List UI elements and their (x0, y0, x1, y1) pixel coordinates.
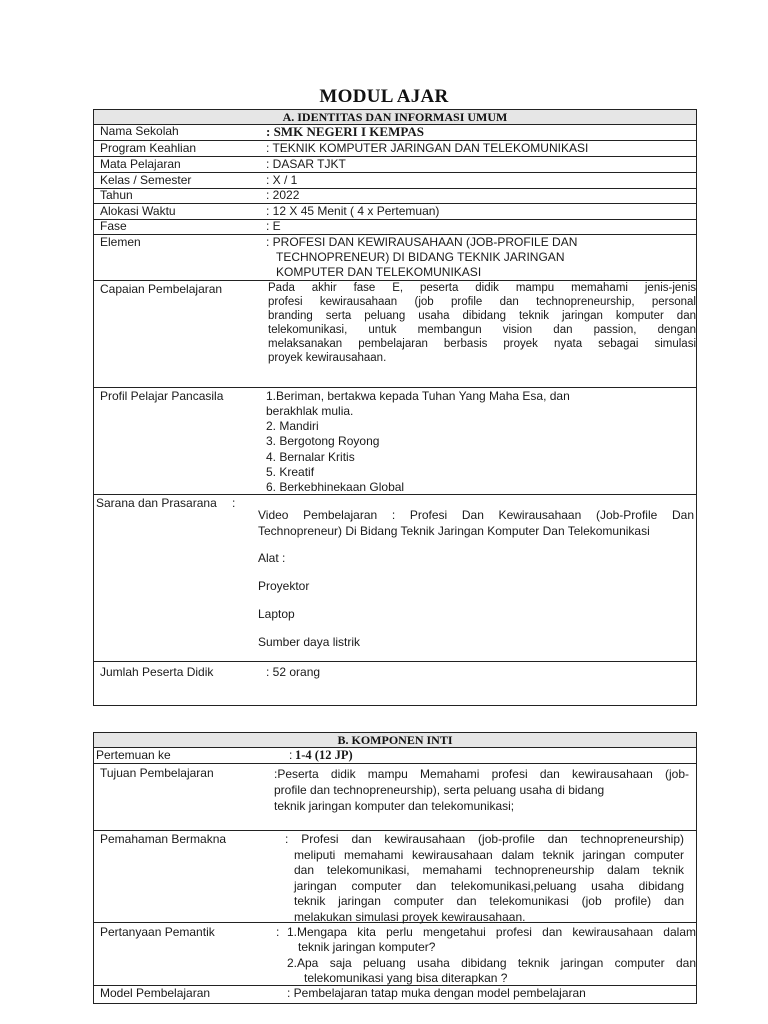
sarana-video-line-1: Video Pembelajaran : Profesi Dan Kewirausahaan (Job-Profile Dan (258, 508, 694, 522)
label-pertemuan: Pertemuan ke (96, 748, 171, 762)
pemahaman-line-4: jaringan computer dan telekomunikasi,peluang usaha dibidang (294, 879, 684, 893)
label-alokasi-waktu: Alokasi Waktu (100, 204, 176, 218)
tujuan-line-3: teknik jaringan komputer dan telekomunikasi; (274, 799, 515, 813)
value-alokasi-waktu: : 12 X 45 Menit ( 4 x Pertemuan) (266, 204, 440, 218)
label-kelas-semester: Kelas / Semester (100, 173, 192, 187)
profil-item-5: 5. Kreatif (266, 465, 315, 479)
value-jumlah-peserta: : 52 orang (266, 665, 321, 679)
label-pemahaman-bermakna: Pemahaman Bermakna (100, 832, 227, 846)
label-model-pembelajaran: Model Pembelajaran (100, 986, 211, 1000)
pertanyaan-line-1: 1.Mengapa kita perlu mengetahui profesi dan kewirausahaan dalam (287, 925, 696, 939)
pertanyaan-colon: : (276, 925, 280, 939)
capaian-line-3: branding serta peluang usaha dibidang teknik jaringan komputer dan (268, 310, 696, 322)
pertanyaan-line-2: teknik jaringan komputer? (298, 940, 436, 954)
label-sarana-prasarana: Sarana dan Prasarana (96, 496, 217, 510)
value-elemen-line-3: KOMPUTER DAN TELEKOMUNIKASI (276, 265, 482, 279)
value-elemen-line-2: TECHNOPRENEUR) DI BIDANG TEKNIK JARINGAN (276, 250, 565, 264)
capaian-line-4: telekomunikasi, untuk membangun vision dan passion, dengan (268, 324, 696, 336)
sarana-colon: : (232, 496, 236, 510)
pemahaman-line-3: dan telekomunikasi, memahami technopreneurship dalam teknik (294, 863, 684, 877)
label-fase: Fase (100, 219, 127, 233)
value-tahun: : 2022 (266, 188, 300, 202)
tujuan-line-2: profile dan technopreneurship), serta peluang usaha di bidang (274, 783, 605, 797)
profil-item-1: 1.Beriman, bertakwa kepada Tuhan Yang Maha Esa, dan (266, 389, 570, 403)
profil-item-2: 2. Mandiri (266, 419, 319, 433)
value-mata-pelajaran: : DASAR TJKT (266, 157, 346, 171)
value-kelas-semester: : X / 1 (266, 173, 298, 187)
tujuan-line-1: :Peserta didik mampu Memahami profesi dan kewirausahaan (job- (274, 767, 689, 781)
pemahaman-line-5: teknik jaringan computer dan telekomunikasi (job profile) dan (294, 894, 684, 908)
section-a-table (93, 109, 697, 706)
profil-item-6: 6. Berkebhinekaan Global (266, 480, 405, 494)
value-program-keahlian: : TEKNIK KOMPUTER JARINGAN DAN TELEKOMUNIKASI (266, 141, 589, 155)
capaian-line-2: profesi kewirausahaan (job profile dan technopreneurship, personal (268, 296, 696, 308)
profil-item-1b: berakhlak mulia. (266, 404, 354, 418)
sarana-video-line-2: Technopreneur) Di Bidang Teknik Jaringan Komputer Dan Telekomunikasi (258, 524, 650, 538)
label-program-keahlian: Program Keahlian (100, 141, 197, 155)
capaian-line-6: proyek kewirausahaan. (268, 352, 387, 364)
profil-item-4: 4. Bernalar Kritis (266, 450, 355, 464)
pertanyaan-line-4: telekomunikasi yang bisa diterapkan ? (304, 971, 508, 985)
label-jumlah-peserta: Jumlah Peserta Didik (100, 665, 214, 679)
label-elemen: Elemen (100, 235, 141, 249)
pertemuan-colon: : (289, 748, 293, 762)
label-pertanyaan-pemantik: Pertanyaan Pemantik (100, 925, 215, 939)
label-nama-sekolah: Nama Sekolah (100, 124, 179, 138)
label-capaian-pembelajaran: Capaian Pembelajaran (100, 282, 223, 296)
value-fase: : E (266, 219, 281, 233)
sarana-alat-item-2: Laptop (258, 607, 295, 621)
label-mata-pelajaran: Mata Pelajaran (100, 157, 181, 171)
page-title: MODUL AJAR (319, 86, 449, 107)
section-b-table (93, 732, 697, 1004)
value-model-pembelajaran: : Pembelajaran tatap muka dengan model pembelajaran (287, 986, 586, 1000)
label-profil-pelajar: Profil Pelajar Pancasila (100, 389, 224, 403)
sarana-alat-item-3: Sumber daya listrik (258, 635, 361, 649)
section-b-heading: B. KOMPONEN INTI (94, 733, 696, 748)
pemahaman-line-6: melakukan simulasi proyek kewirausahaan. (294, 910, 526, 924)
profil-item-3: 3. Bergotong Royong (266, 434, 380, 448)
pertanyaan-line-3: 2.Apa saja peluang usaha dibidang teknik jaringan computer dan (287, 956, 696, 970)
pemahaman-line-2: meliputi memahami kewirausahaan dalam teknik jaringan computer (294, 848, 684, 862)
capaian-line-5: melaksanakan pembelajaran berbasis proyek nyata sebagai simulasi (268, 338, 696, 350)
value-elemen-line-1: : PROFESI DAN KEWIRAUSAHAAN (JOB-PROFILE DAN (266, 235, 578, 249)
label-tujuan-pembelajaran: Tujuan Pembelajaran (100, 766, 214, 780)
label-tahun: Tahun (100, 188, 133, 202)
sarana-alat-label: Alat : (258, 551, 286, 565)
sarana-alat-item-1: Proyektor (258, 579, 310, 593)
capaian-line-1: Pada akhir fase E, peserta didik mampu memahami jenis-jenis (268, 282, 696, 294)
value-pertemuan: 1-4 (12 JP) (295, 748, 353, 762)
pemahaman-line-1: : Profesi dan kewirausahaan (job-profile dan technopreneurship) (285, 832, 684, 846)
section-a-heading: A. IDENTITAS DAN INFORMASI UMUM (94, 110, 696, 125)
value-nama-sekolah: : SMK NEGERI I KEMPAS (266, 124, 424, 139)
